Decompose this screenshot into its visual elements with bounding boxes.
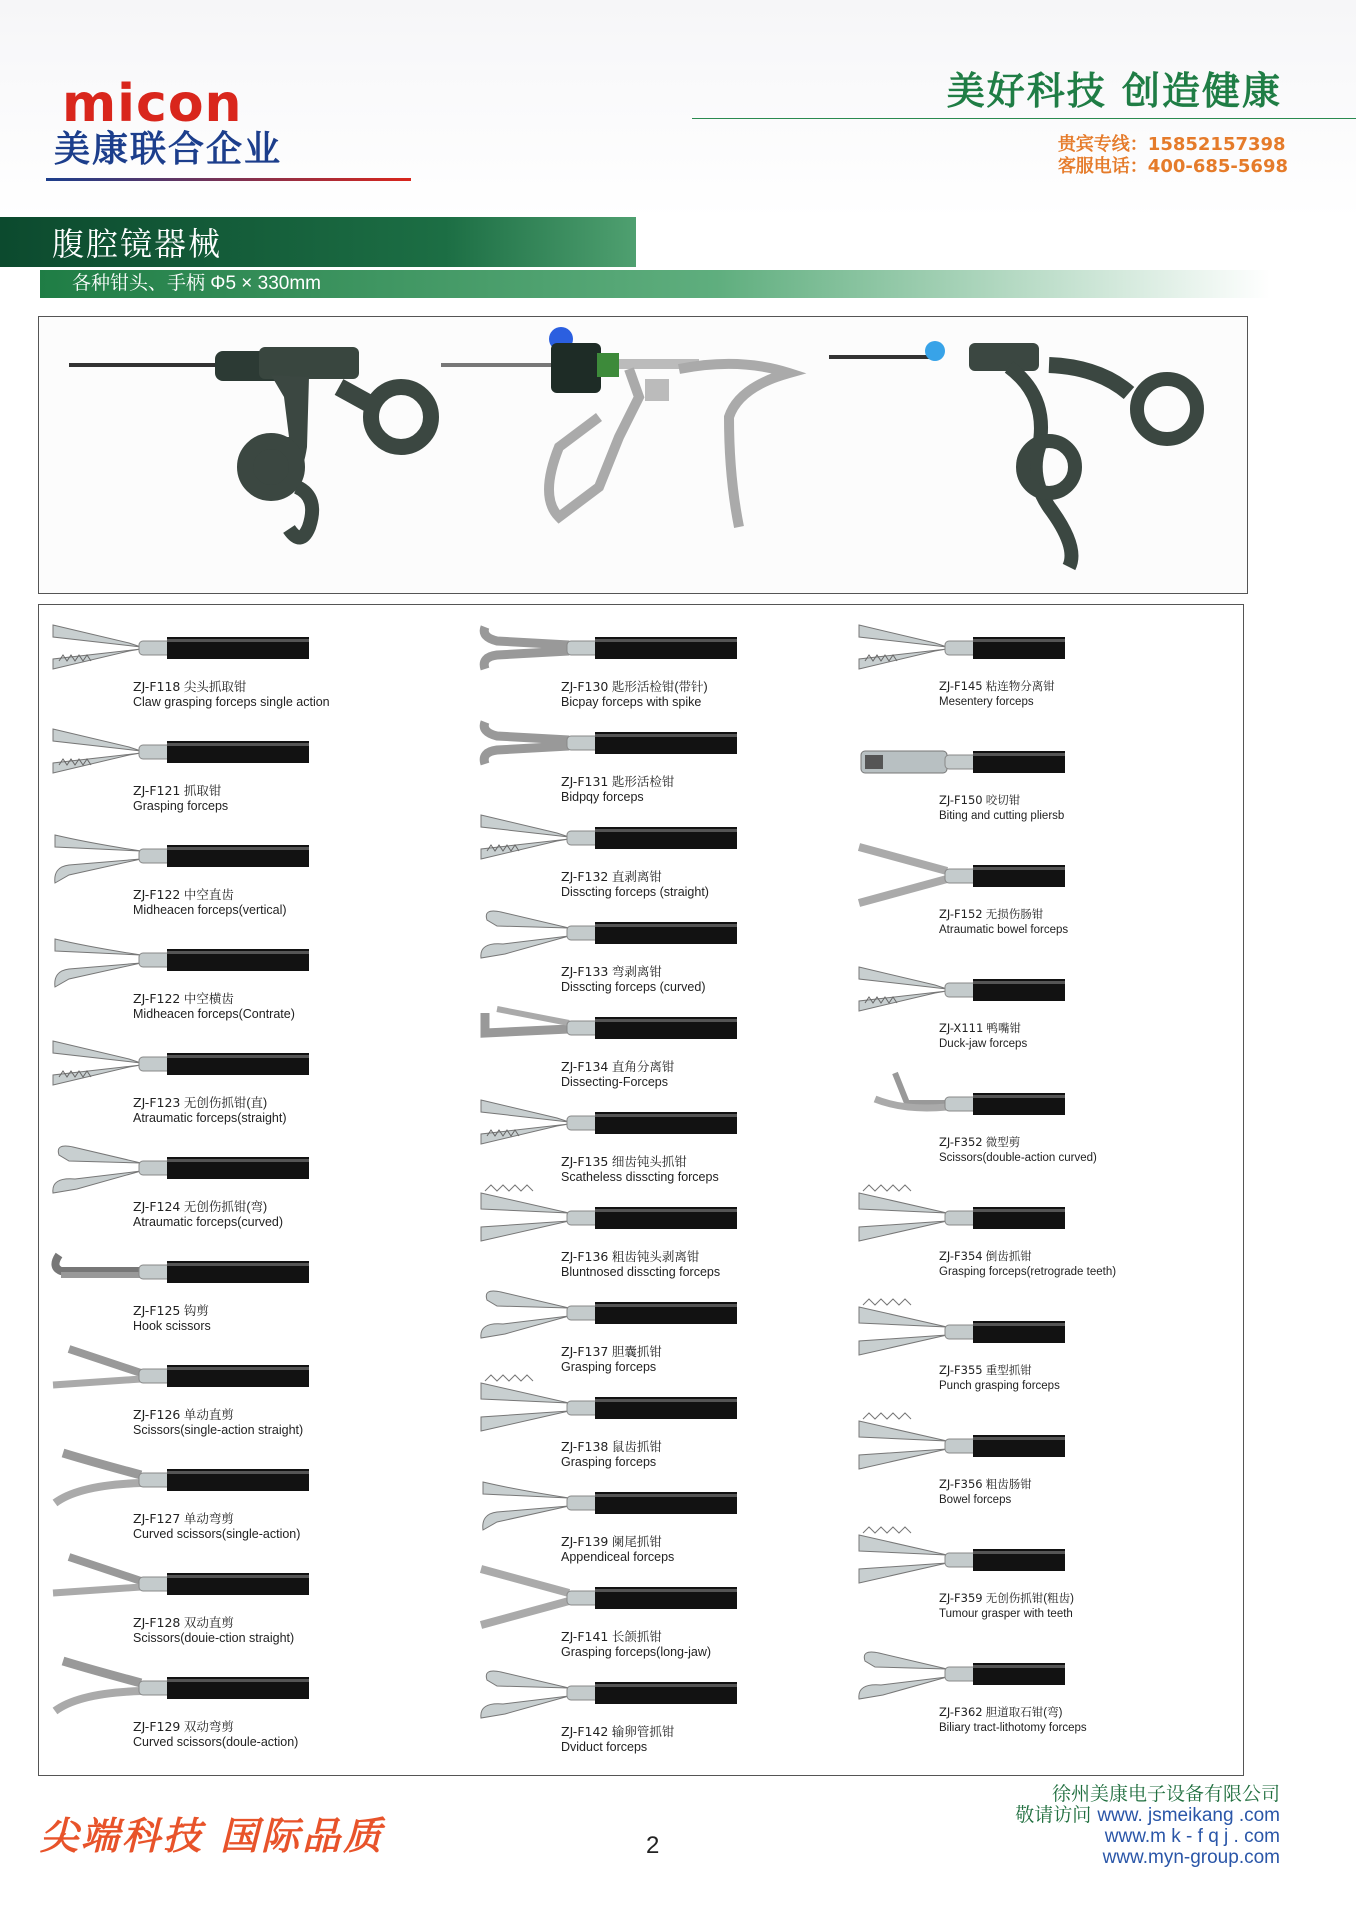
item-name-en: Scissors(double-action curved) — [939, 1152, 1097, 1164]
catalog-item — [49, 1237, 449, 1341]
item-caption — [561, 964, 706, 995]
fenestrated-jaw-icon — [49, 821, 449, 889]
biting-jaw-icon — [855, 727, 1235, 795]
curved-jaw-icon — [477, 1278, 877, 1346]
item-name-en: Grasping forceps — [561, 1360, 657, 1374]
toothed-jaw-icon — [855, 955, 1235, 1023]
item-name-cn: 鸭嘴钳 — [986, 1023, 1021, 1035]
item-name-en: Tumour grasper with teeth — [939, 1608, 1073, 1620]
item-name-cn: 微型剪 — [985, 1137, 1021, 1149]
item-name-en: Curved scissors(single-action) — [133, 1527, 301, 1541]
coarse-tooth-jaw-icon — [855, 1525, 1235, 1593]
item-name-cn: 钩剪 — [183, 1304, 209, 1318]
catalog-item — [477, 1183, 877, 1278]
item-caption — [939, 1135, 1097, 1166]
item-code: ZJ-F121 — [133, 783, 181, 798]
item-code: ZJ-F118 — [133, 679, 181, 694]
item-name-cn: 匙形活检钳(带针) — [611, 680, 708, 694]
coarse-tooth-jaw-icon — [855, 1183, 1235, 1251]
item-code: ZJ-F354 — [939, 1249, 983, 1263]
catalog-item — [49, 613, 449, 717]
item-caption — [133, 1303, 211, 1334]
website-3[interactable]: www.myn-group.com — [1102, 1847, 1280, 1868]
hotline-service: 客服电话：400-685-5698 — [1057, 156, 1288, 177]
item-caption — [133, 679, 330, 710]
item-code: ZJ-F123 — [133, 1095, 181, 1110]
item-name-cn: 倒齿抓钳 — [985, 1251, 1032, 1263]
fenestrated-jaw-icon — [477, 1468, 877, 1536]
item-name-en: Bicpay forceps with spike — [561, 695, 702, 709]
item-name-cn: 双动弯剪 — [183, 1720, 234, 1734]
catalog-item — [49, 1549, 449, 1653]
logo-wordmark: micon — [62, 74, 243, 134]
hotline-vip: 贵宾专线：15852157398 — [1057, 134, 1286, 155]
item-caption — [939, 793, 1064, 824]
toothed-jaw-icon — [49, 1029, 449, 1097]
header-divider — [692, 118, 1356, 119]
catalog-item — [49, 1653, 449, 1757]
item-code: ZJ-F124 — [133, 1199, 181, 1214]
item-name-en: Hook scissors — [133, 1319, 211, 1333]
toothed-jaw-icon — [477, 803, 877, 871]
company-block — [1015, 1784, 1280, 1868]
item-name-en: Duck-jaw forceps — [939, 1038, 1028, 1050]
catalog-item — [49, 1445, 449, 1549]
item-name-cn: 弯剥离钳 — [611, 965, 662, 979]
item-name-cn: 无创伤抓钳(弯) — [183, 1200, 268, 1214]
toothed-jaw-icon — [477, 1088, 877, 1156]
handle-black-ratchet-icon — [69, 347, 431, 538]
item-name-cn: 输卵管抓钳 — [611, 1725, 675, 1739]
item-name-cn: 直剥离钳 — [611, 870, 662, 884]
item-name-en: Curved scissors(doule-action) — [133, 1735, 299, 1749]
spoon-jaw-icon — [477, 708, 877, 776]
catalog-item — [49, 925, 449, 1029]
item-name-cn: 长颌抓钳 — [611, 1630, 662, 1644]
item-caption — [561, 1249, 720, 1280]
catalog-item — [477, 613, 877, 708]
catalog-item — [477, 1468, 877, 1563]
item-code: ZJ-F355 — [939, 1363, 983, 1377]
long-jaw-icon — [855, 841, 1235, 909]
long-jaw-icon — [477, 1563, 877, 1631]
item-name-en: Disscting forceps (straight) — [561, 885, 709, 899]
item-code: ZJ-F362 — [939, 1705, 983, 1719]
coarse-tooth-jaw-icon — [855, 1411, 1235, 1479]
micro-scissors-icon — [855, 1069, 1235, 1137]
item-caption — [561, 1439, 662, 1470]
item-code: ZJ-F126 — [133, 1407, 181, 1422]
item-name-en: Grasping forceps — [133, 799, 229, 813]
toothed-jaw-icon — [855, 613, 1235, 681]
logo-underline — [46, 178, 411, 181]
catalog-item — [477, 1658, 877, 1753]
catalog-item — [855, 1297, 1235, 1411]
item-name-en: Grasping forceps — [561, 1455, 657, 1469]
item-name-en: Atraumatic forceps(curved) — [133, 1215, 284, 1229]
item-caption — [939, 1021, 1027, 1052]
item-name-cn: 单动弯剪 — [183, 1512, 234, 1526]
catalog-item — [477, 1373, 877, 1468]
item-name-en: Scatheless disscting forceps — [561, 1170, 719, 1184]
item-name-cn: 鼠齿抓钳 — [611, 1440, 662, 1454]
item-caption — [561, 1059, 674, 1090]
instrument-catalog — [38, 604, 1244, 1776]
curved-scissors-icon — [49, 1445, 449, 1513]
item-name-cn: 中空直齿 — [183, 888, 234, 902]
item-code: ZJ-F138 — [561, 1439, 609, 1454]
catalog-item — [49, 1133, 449, 1237]
curved-jaw-icon — [49, 1133, 449, 1201]
item-name-cn: 胆囊抓钳 — [611, 1345, 662, 1359]
catalog-column-1 — [49, 613, 449, 1757]
page-number: 2 — [646, 1832, 660, 1859]
item-code: ZJ-F135 — [561, 1154, 609, 1169]
item-name-en: Bowel forceps — [939, 1494, 1012, 1506]
toothed-jaw-icon — [49, 613, 449, 681]
catalog-item — [855, 727, 1235, 841]
catalog-item — [855, 1525, 1235, 1639]
catalog-item — [477, 993, 877, 1088]
item-name-cn: 无创伤抓钳(直) — [183, 1096, 268, 1110]
item-name-en: Dissecting-Forceps — [561, 1075, 668, 1089]
item-code: ZJ-F128 — [133, 1615, 181, 1630]
catalog-item — [855, 1639, 1235, 1753]
footer-slogan: 尖端科技 国际品质 — [40, 1814, 385, 1858]
item-code: ZJ-F352 — [939, 1135, 983, 1149]
curved-jaw-icon — [855, 1639, 1235, 1707]
item-code: ZJ-F129 — [133, 1719, 181, 1734]
item-name-en: Claw grasping forceps single action — [133, 695, 330, 709]
catalog-item — [477, 898, 877, 993]
item-name-en: Bidpqy forceps — [561, 790, 644, 804]
catalog-column-3 — [855, 613, 1235, 1753]
item-name-en: Grasping forceps(long-jaw) — [561, 1645, 712, 1659]
item-caption — [561, 774, 674, 805]
hotline-block — [1058, 134, 1288, 178]
catalog-item — [477, 1278, 877, 1373]
item-caption — [939, 1477, 1032, 1508]
item-caption — [939, 1363, 1060, 1394]
item-name-cn: 细齿钝头抓钳 — [611, 1155, 687, 1169]
item-name-cn: 尖头抓取钳 — [183, 680, 247, 694]
catalog-item — [477, 803, 877, 898]
catalog-item — [477, 1563, 877, 1658]
scissors-icon — [49, 1549, 449, 1617]
item-caption — [133, 1511, 300, 1542]
item-caption — [561, 1344, 662, 1375]
catalog-item — [855, 1183, 1235, 1297]
visit-label: 敬请访问 — [1015, 1804, 1092, 1826]
item-caption — [133, 1407, 303, 1438]
item-name-en: Biliary tract-lithotomy forceps — [939, 1722, 1087, 1734]
item-name-en: Midheacen forceps(vertical) — [133, 903, 287, 917]
item-name-en: Scissors(douie-ction straight) — [133, 1631, 295, 1645]
item-name-cn: 抓取钳 — [183, 784, 222, 798]
item-code: ZJ-F122 — [133, 991, 181, 1006]
handle-steel-pistol-icon — [441, 327, 789, 527]
item-code: ZJ-F359 — [939, 1591, 983, 1605]
item-caption — [561, 1629, 711, 1660]
item-name-en: Disscting forceps (curved) — [561, 980, 706, 994]
item-name-cn: 阑尾抓钳 — [611, 1535, 662, 1549]
item-caption — [561, 679, 708, 710]
company-name: 徐州美康电子设备有限公司 — [1051, 1783, 1280, 1805]
catalog-item — [49, 1341, 449, 1445]
catalog-item — [477, 708, 877, 803]
item-name-en: Biting and cutting pliersb — [939, 810, 1065, 822]
catalog-item — [855, 1411, 1235, 1525]
section-subtitle: 各种钳头、手柄 Φ5 × 330mm — [72, 273, 322, 294]
handles-illustration — [39, 317, 1247, 593]
item-code: ZJ-F142 — [561, 1724, 609, 1739]
item-caption — [561, 1724, 674, 1755]
catalog-item — [477, 1088, 877, 1183]
right-angle-jaw-icon — [477, 993, 877, 1061]
item-caption — [133, 1719, 298, 1750]
toothed-jaw-icon — [49, 717, 449, 785]
curved-jaw-icon — [477, 898, 877, 966]
item-name-cn: 咬切钳 — [985, 795, 1021, 807]
item-code: ZJ-F145 — [939, 679, 983, 693]
item-name-en: Dviduct forceps — [561, 1740, 648, 1754]
catalog-item — [855, 955, 1235, 1069]
hook-scissors-icon — [49, 1237, 449, 1305]
item-name-cn: 粗齿肠钳 — [985, 1479, 1032, 1491]
item-caption — [133, 1095, 287, 1126]
item-name-cn: 粘连物分离钳 — [985, 681, 1055, 693]
coarse-tooth-jaw-icon — [477, 1373, 877, 1441]
item-caption — [561, 869, 709, 900]
website-1[interactable]: www. jsmeikang .com — [1097, 1805, 1280, 1826]
item-name-en: Mesentery forceps — [939, 696, 1034, 708]
item-name-en: Punch grasping forceps — [939, 1380, 1060, 1392]
curved-scissors-icon — [49, 1653, 449, 1721]
catalog-item — [49, 1029, 449, 1133]
item-caption — [939, 1591, 1074, 1622]
item-code: ZJ-F122 — [133, 887, 181, 902]
item-name-cn: 单动直剪 — [183, 1408, 234, 1422]
coarse-tooth-jaw-icon — [855, 1297, 1235, 1365]
item-name-en: Bluntnosed disscting forceps — [561, 1265, 721, 1279]
item-code: ZJ-F150 — [939, 793, 983, 807]
item-code: ZJ-F133 — [561, 964, 609, 979]
item-name-cn: 重型抓钳 — [985, 1365, 1032, 1377]
item-code: ZJ-F139 — [561, 1534, 609, 1549]
item-code: ZJ-F125 — [133, 1303, 181, 1318]
logo-chinese-name: 美康联合企业 — [54, 129, 283, 170]
coarse-tooth-jaw-icon — [477, 1183, 877, 1251]
item-code: ZJ-F132 — [561, 869, 609, 884]
item-code: ZJ-F356 — [939, 1477, 983, 1491]
item-name-cn: 直角分离钳 — [611, 1060, 675, 1074]
catalog-item — [855, 613, 1235, 727]
item-caption — [561, 1154, 719, 1185]
header-slogan: 美好科技 创造健康 — [946, 69, 1282, 113]
item-caption — [133, 783, 228, 814]
item-caption — [939, 1249, 1116, 1280]
item-caption — [133, 1199, 283, 1230]
item-code: ZJ-F136 — [561, 1249, 609, 1264]
section-title: 腹腔镜器械 — [52, 225, 223, 263]
item-name-en: Scissors(single-action straight) — [133, 1423, 304, 1437]
catalog-item — [855, 1069, 1235, 1183]
item-name-cn: 胆道取石钳(弯) — [985, 1707, 1063, 1719]
item-name-en: Appendiceal forceps — [561, 1550, 675, 1564]
item-name-cn: 中空横齿 — [183, 992, 234, 1006]
curved-jaw-icon — [477, 1658, 877, 1726]
website-2[interactable]: www.m k - f q j . com — [1104, 1826, 1280, 1847]
item-name-en: Atraumatic bowel forceps — [939, 924, 1069, 936]
item-caption — [939, 679, 1055, 710]
item-name-cn: 粗齿钝头剥离钳 — [611, 1250, 700, 1264]
scissors-icon — [49, 1341, 449, 1409]
item-name-en: Atraumatic forceps(straight) — [133, 1111, 287, 1125]
item-caption — [939, 1705, 1087, 1736]
item-caption — [133, 1615, 294, 1646]
handle-black-scissor-grip-icon — [829, 341, 1197, 567]
spoon-jaw-icon — [477, 613, 877, 681]
item-code: ZJ-F141 — [561, 1629, 609, 1644]
item-code: ZJ-F152 — [939, 907, 983, 921]
item-name-en: Grasping forceps(retrograde teeth) — [939, 1266, 1117, 1278]
catalog-item — [49, 717, 449, 821]
item-name-en: Midheacen forceps(Contrate) — [133, 1007, 295, 1021]
item-name-cn: 双动直剪 — [183, 1616, 234, 1630]
catalog-item — [855, 841, 1235, 955]
item-code: ZJ-F130 — [561, 679, 609, 694]
item-caption — [561, 1534, 674, 1565]
item-caption — [133, 887, 287, 918]
item-caption — [939, 907, 1068, 938]
item-name-cn: 无创伤抓钳(粗齿) — [985, 1593, 1074, 1605]
handle-photo-frame — [38, 316, 1248, 594]
item-code: ZJ-X111 — [939, 1021, 984, 1035]
item-code: ZJ-F127 — [133, 1511, 181, 1526]
catalog-item — [49, 821, 449, 925]
item-code: ZJ-F131 — [561, 774, 609, 789]
item-name-cn: 无损伤肠钳 — [985, 909, 1044, 921]
item-code: ZJ-F137 — [561, 1344, 609, 1359]
fenestrated-jaw-icon — [49, 925, 449, 993]
item-code: ZJ-F134 — [561, 1059, 609, 1074]
item-caption — [133, 991, 295, 1022]
catalog-column-2 — [477, 613, 877, 1753]
item-name-cn: 匙形活检钳 — [611, 775, 675, 789]
